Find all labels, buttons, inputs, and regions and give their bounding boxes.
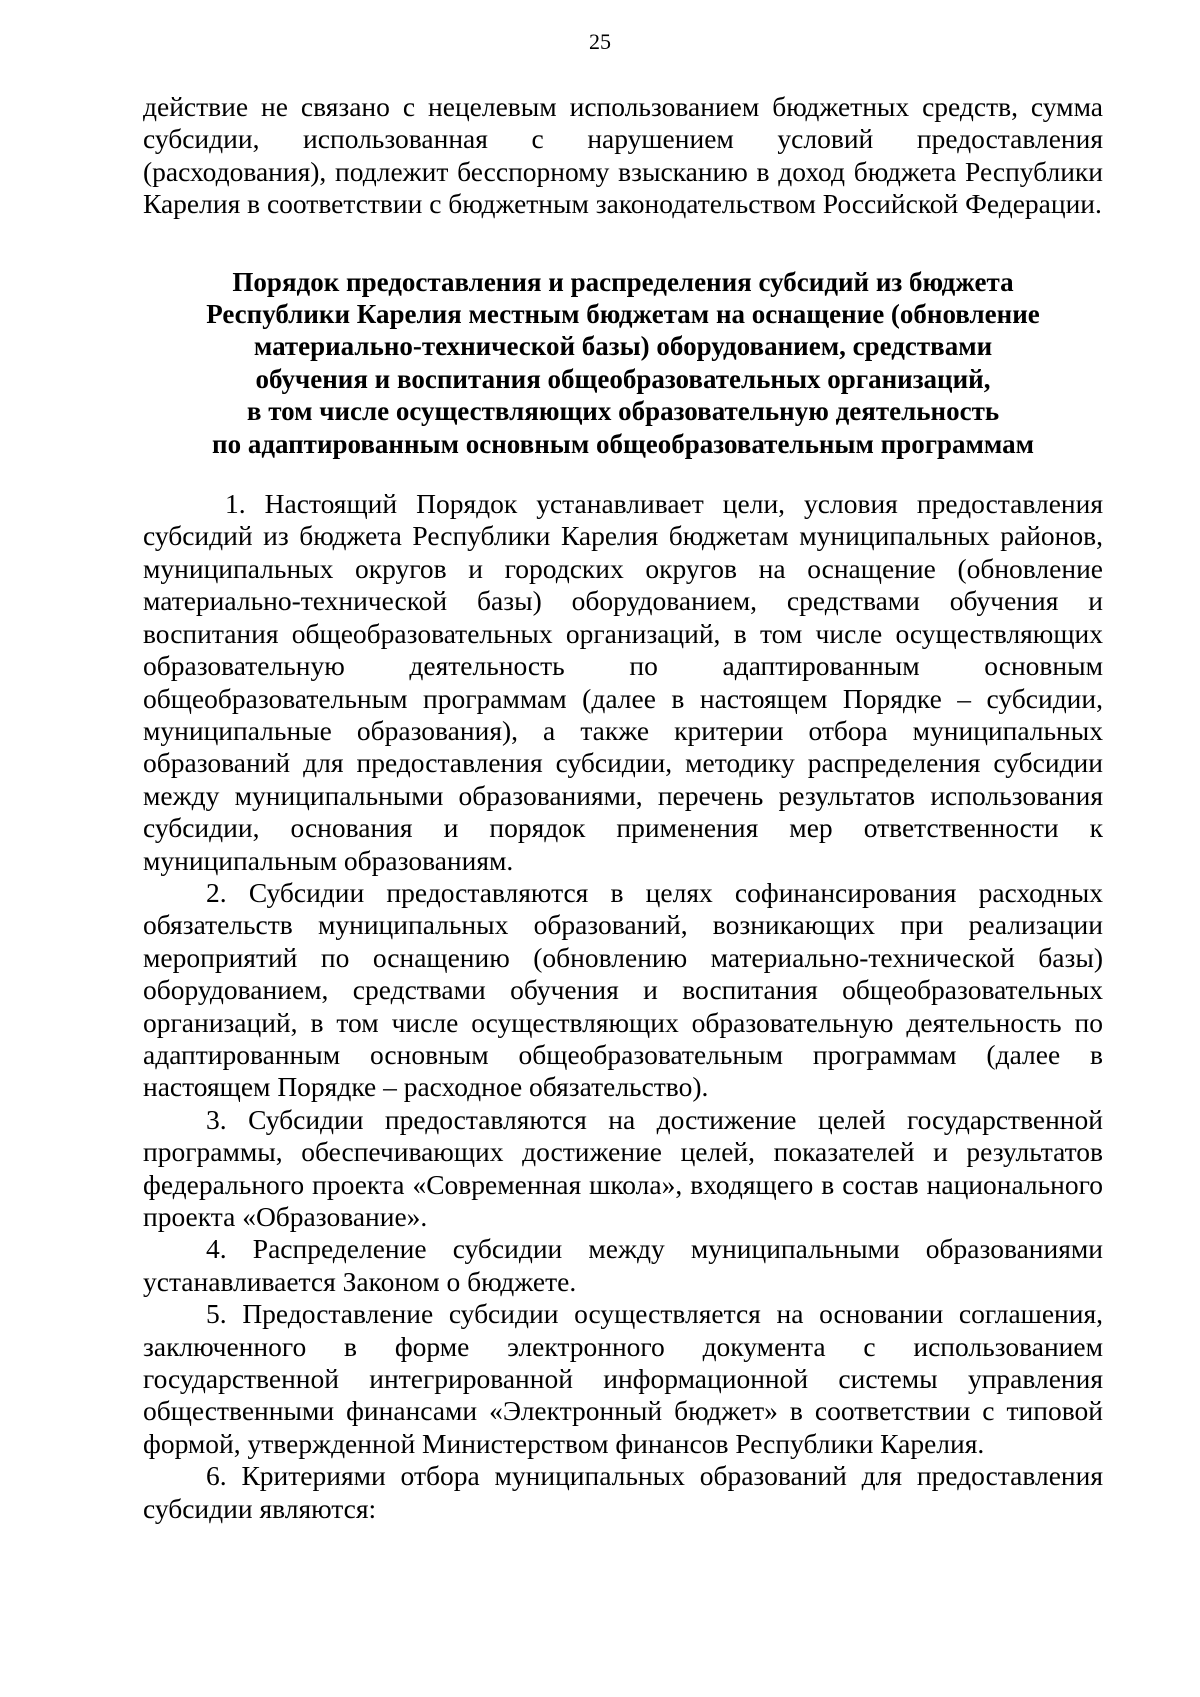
document-body (143, 91, 1103, 1525)
heading-line: Порядок предоставления и распределения субсидий из бюджета (232, 266, 1014, 297)
paragraph-4: 4. Распределение субсидии между муниципальными образованиями устанавливается Законом о бюджете. (143, 1233, 1103, 1297)
paragraph-1: 1. Настоящий Порядок устанавливает цели, условия предоставления субсидий из бюджета Республики Карелия бюджетам муниципальных районов, муниципальных округов и городских округов на оснащение (обновление материально-технической базы) оборудованием, средствами обучения и воспитания общеобразовательных организаций, в том числе осуществляющих образовательную деятельность по адаптированным основным общеобразовательным программам (далее в настоящем Порядке – субсидии, муниципальные образования), а также критерии отбора муниципальных образований для предоставления субсидии, методику распределения субсидии между муниципальными образованиями, перечень результатов использования субсидии, основания и порядок применения мер ответственности к муниципальным образованиям. (143, 488, 1103, 876)
heading-line: материально-технической базы) оборудованием, средствами (253, 331, 993, 362)
section-heading (143, 266, 1103, 460)
heading-line: в том числе осуществляющих образовательную деятельность (246, 396, 1000, 427)
heading-line: Республики Карелия местным бюджетам на оснащение (обновление (206, 299, 1040, 330)
paragraph-2: 2. Субсидии предоставляются в целях софинансирования расходных обязательств муниципальных образований, возникающих при реализации мероприятий по оснащению (обновлению материально-технической базы) оборудованием, средствами обучения и воспитания общеобразовательных организаций, в том числе осуществляющих образовательную деятельность по адаптированным основным общеобразовательным программам (далее в настоящем Порядке – расходное обязательство). (143, 876, 1103, 1103)
paragraph-3: 3. Субсидии предоставляются на достижение целей государственной программы, обеспечивающих достижение целей, показателей и результатов федерального проекта «Современная школа», входящего в состав национального проекта «Образование». (143, 1103, 1103, 1232)
intro-paragraph: действие не связано с нецелевым использованием бюджетных средств, сумма субсидии, использованная с нарушением условий предоставления (расходования), подлежит бесспорному взысканию в доход бюджета Республики Карелия в соответствии с бюджетным законодательством Российской Федерации. (143, 91, 1103, 220)
heading-line: по адаптированным основным общеобразовательным программам (212, 428, 1034, 459)
page-number: 25 (589, 29, 611, 54)
paragraph-6: 6. Критериями отбора муниципальных образований для предоставления субсидии являются: (143, 1460, 1103, 1524)
paragraph-5: 5. Предоставление субсидии осуществляется на основании соглашения, заключенного в форме электронного документа с использованием государственной интегрированной информационной системы управления общественными финансами «Электронный бюджет» в соответствии с типовой формой, утвержденной Министерством финансов Республики Карелия. (143, 1298, 1103, 1459)
heading-line: обучения и воспитания общеобразовательных организаций, (255, 363, 991, 394)
